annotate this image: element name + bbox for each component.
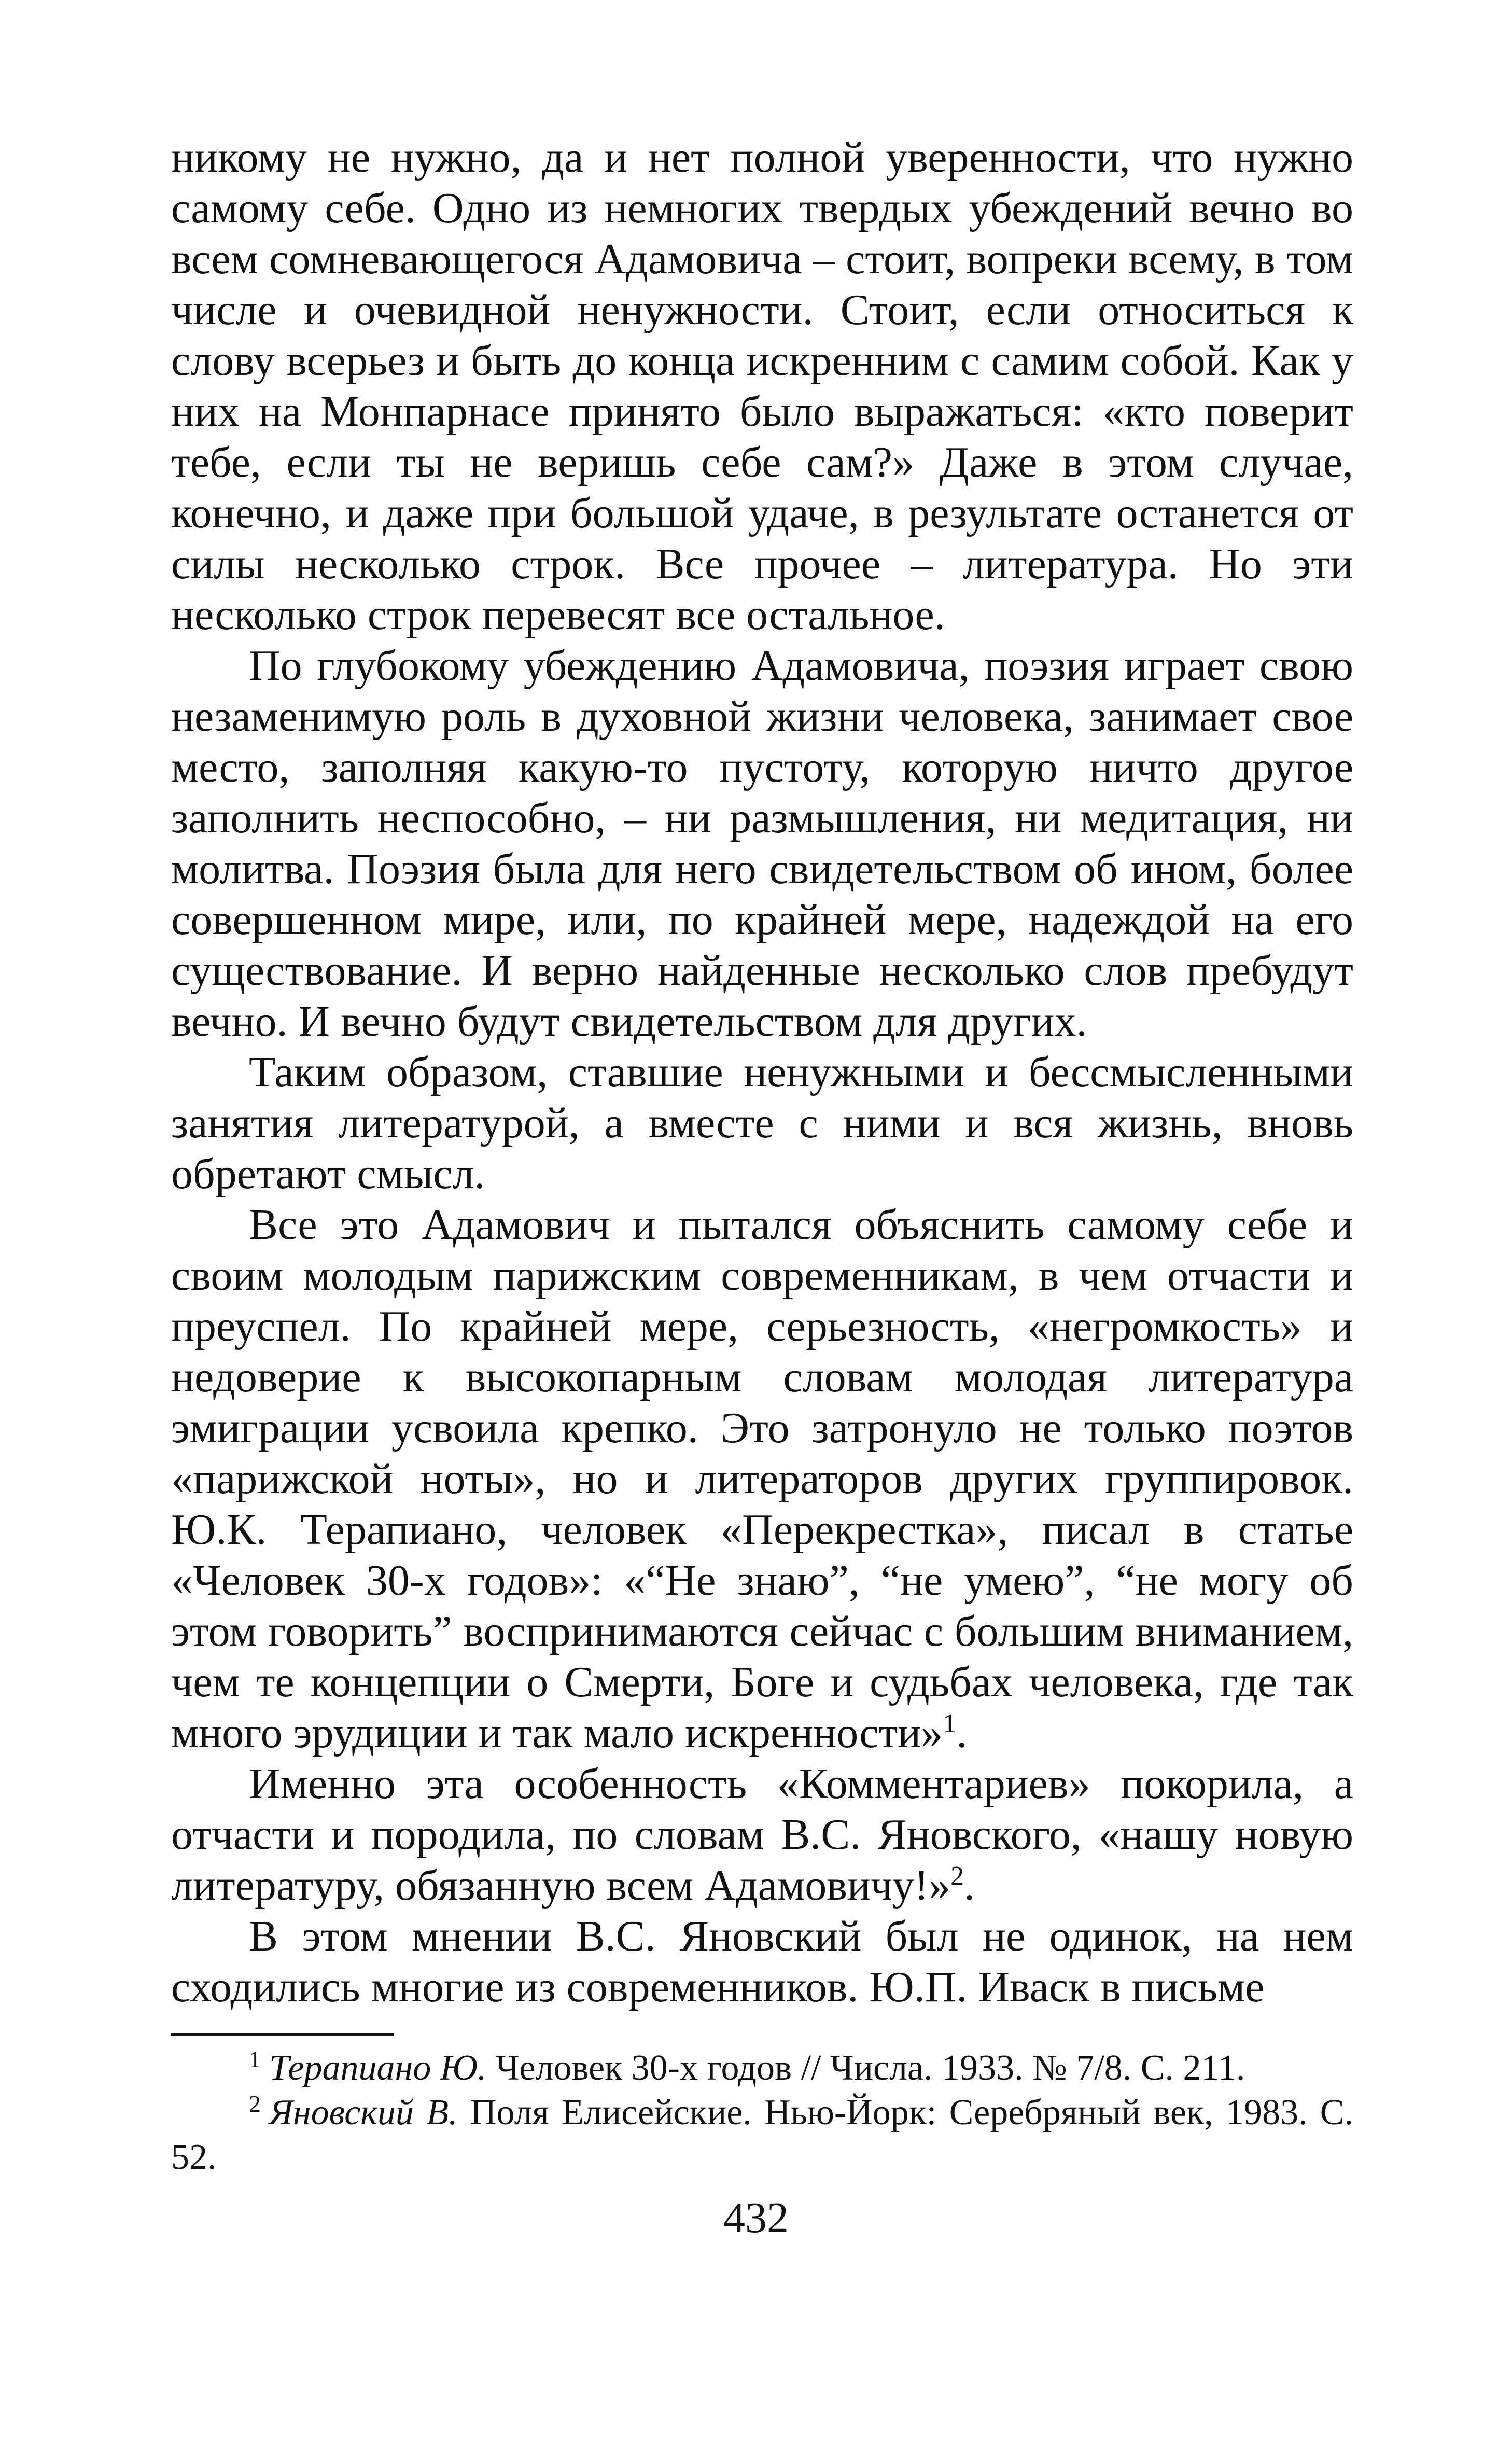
body-text: [171, 132, 1353, 2013]
paragraph-5-text: Именно эта особенность «Комментариев» покорила, а отчасти и породила, по словам В.С. Яновского, «нашу новую литературу, обязанную всем Адамовичу!»: [171, 1760, 1353, 1910]
paragraph-4-text: Все это Адамович и пытался объяснить самому себе и своим молодым парижским современникам, в чем отчасти и преуспел. По крайней мере, серьезность, «негромкость» и недоверие к высокопарным словам молодая литература эмиграции усвоила крепко. Это затронуло не только поэтов «парижской ноты», но и литераторов других группировок. Ю.К. Терапиано, человек «Перекрестка», писал в статье «Человек 30-х годов»: «“Не знаю”, “не умею”, “не могу об этом говорить” воспринимаются сейчас с большим вниманием, чем те концепции о Смерти, Боге и судьбах человека, где так много эрудиции и так мало искренности»: [171, 1201, 1353, 1757]
footnote-1: [171, 2046, 1353, 2091]
paragraph-4: Все это Адамович и пытался объяснить самому себе и своим молодым парижским современникам, в чем отчасти и преуспел. По крайней мере, серьезность, «негромкость» и недоверие к высокопарным словам молодая литература эмиграции усвоила крепко. Это затронуло не только поэтов «парижской ноты», но и литераторов других группировок. Ю.К. Терапиано, человек «Перекрестка», писал в статье «Человек 30-х годов»: «“Не знаю”, “не умею”, “не могу об этом говорить” воспринимаются сейчас с большим вниманием, чем те концепции о Смерти, Боге и судьбах человека, где так много эрудиции и так мало искренности»$^1$.: [171, 1201, 1353, 1757]
page: [171, 132, 1353, 2180]
footnote-1-author: Терапиано Ю.: [269, 2048, 487, 2088]
paragraph-2: По глубокому убеждению Адамовича, поэзия играет свою незаменимую роль в духовной жизни человека, занимает свое место, заполняя какую-то пустоту, которую ничто другое заполнить неспособно, – ни размышления, ни медитация, ни молитва. Поэзия была для него свидетельством об ином, более совершенном мире, или, по крайней мере, надеждой на его существование. И верно найденные несколько слов пребудут вечно. И вечно будут свидетельством для других.: [171, 642, 1353, 1046]
page-number: 432: [723, 2194, 789, 2242]
footnote-divider: [171, 2033, 394, 2036]
footnote-ref-2: 2: [950, 1861, 964, 1891]
footnote-1-text: Человек 30-х годов // Числа. 1933. № 7/8. С. 211.: [486, 2048, 1245, 2088]
footnote-2: [171, 2091, 1353, 2180]
footnotes: [171, 2046, 1353, 2180]
footnote-1-number: 1: [249, 2045, 261, 2072]
paragraph-5: Именно эта особенность «Комментариев» покорила, а отчасти и породила, по словам В.С. Яновского, «нашу новую литературу, обязанную всем Адамовичу!»$^2$.: [171, 1760, 1353, 1910]
footnote-ref-1: 1: [943, 1709, 957, 1738]
paragraph-1: никому не нужно, да и нет полной уверенности, что нужно самому себе. Одно из немногих твердых убеждений вечно во всем сомневающегося Адамовича – стоит, вопреки всему, в том числе и очевидной ненужности. Стоит, если относиться к слову всерьез и быть до конца искренним с самим собой. Как у них на Монпарнасе принято было выражаться: «кто поверит тебе, если ты не веришь себе сам?» Даже в этом случае, конечно, и даже при большой удаче, в результате останется от силы несколько строк. Все прочее – литература. Но эти несколько строк перевесят все остальное.: [171, 133, 1353, 639]
paragraph-3: Таким образом, ставшие ненужными и бессмысленными занятия литературой, а вместе с ними и вся жизнь, вновь обретают смысл.: [171, 1048, 1353, 1198]
footnote-2-number: 2: [249, 2090, 261, 2117]
paragraph-6: В этом мнении В.С. Яновский был не одинок, на нем сходились многие из современников. Ю.П. Иваск в письме: [171, 1912, 1353, 2011]
footnote-2-text: Поля Елисейские. Нью-Йорк: Серебряный век, 1983. С. 52.: [171, 2093, 1353, 2177]
footnote-2-author: Яновский В.: [269, 2093, 458, 2133]
